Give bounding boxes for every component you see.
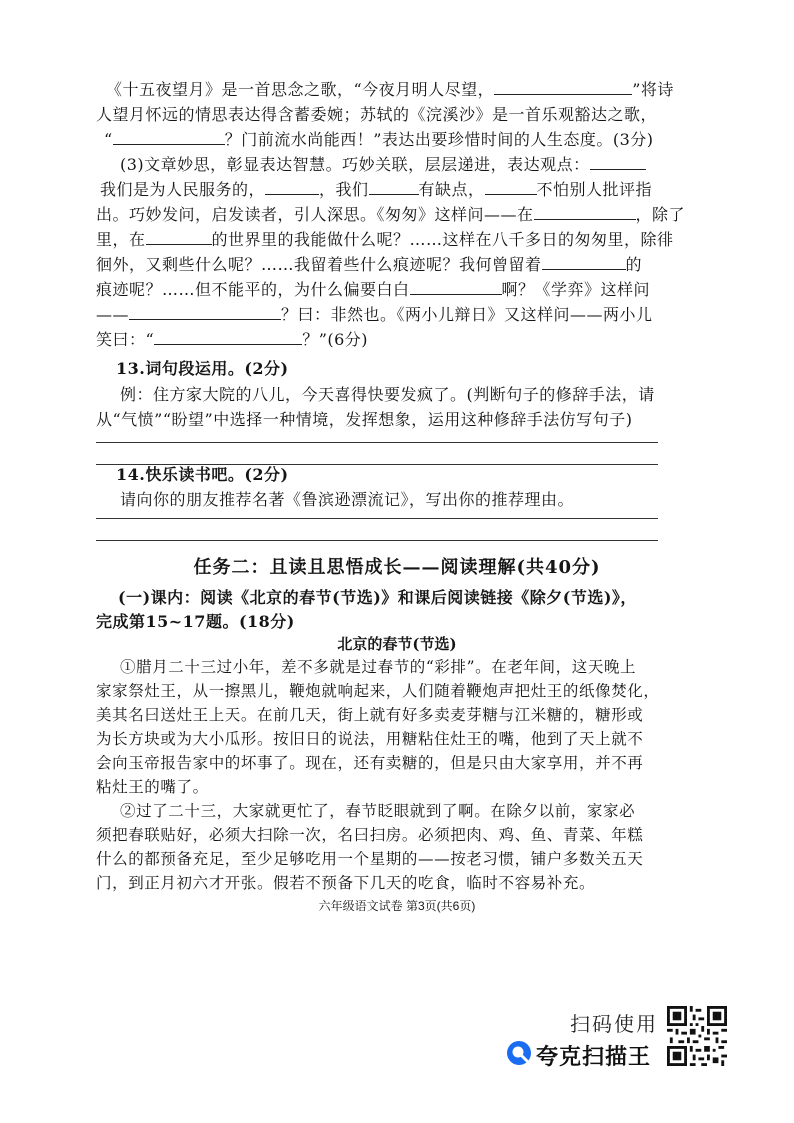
question-line	[96, 228, 674, 252]
article-line: 门，到正月初六才开张。假若不预备下几天的吃食，临时不容易补充。	[96, 874, 596, 892]
fill-blank[interactable]	[113, 128, 225, 145]
text-segment: 不怕别人批评指	[536, 180, 653, 199]
question-title: 13.词句段运用。(2分)	[116, 359, 289, 378]
article-title: 北京的春节(节选)	[337, 635, 457, 653]
text-segment: 《十五夜望月》是一首思念之歌，“今夜月明人尽望，	[106, 80, 495, 99]
article-line: 为长方块或为大小瓜形。按旧日的说法，用糖粘住灶王的嘴，他到了天上就不	[96, 730, 644, 748]
article-line: 须把春联贴好，必须大扫除一次，名曰扫房。必须把肉、鸡、鱼、青菜、年糕	[96, 826, 644, 844]
text-segment: 的	[625, 255, 643, 274]
subsection-instruction: (一)课内：阅读《北京的春节(节选)》和课后阅读链接《除夕(节选)》，	[118, 588, 637, 607]
answer-line[interactable]	[96, 442, 658, 443]
subsection-instruction: 完成第15~17题。(18分)	[96, 612, 295, 631]
fill-blank[interactable]	[369, 178, 419, 195]
qr-code-icon[interactable]	[667, 1006, 727, 1066]
text-segment: 里，在	[96, 230, 146, 249]
question-title: 14.快乐读书吧。(2分)	[116, 465, 289, 484]
fill-blank[interactable]	[542, 253, 626, 270]
question-line	[120, 153, 646, 177]
text-segment: ？”(6分)	[302, 330, 369, 349]
article-line: 家家祭灶王，从一擦黑儿，鞭炮就响起来，人们随着鞭炮声把灶王的纸像焚化，	[96, 682, 660, 700]
fill-blank[interactable]	[265, 178, 319, 195]
scanner-app-name: 夸克扫描王	[536, 1044, 652, 1069]
text-segment: 啊？《学弈》这样问	[501, 280, 651, 299]
text-segment: 的世界里的我能做什么呢？……这样在八千多日的匆匆里，除徘	[211, 230, 674, 249]
text-segment: “	[104, 130, 113, 149]
text-segment: ？曰：非然也。《两小儿辩日》又这样问——两小儿	[281, 305, 653, 324]
fill-blank[interactable]	[485, 178, 537, 195]
scanner-logo-icon	[506, 1040, 532, 1066]
answer-line[interactable]	[96, 540, 658, 541]
question-line	[96, 328, 368, 352]
article-line: 美其名曰送灶王上天。在前几天，街上就有好多卖麦芽糖与江米糖的，糖形或	[96, 706, 644, 724]
fill-blank[interactable]	[494, 78, 632, 95]
text-segment: ——	[96, 305, 129, 324]
fill-blank[interactable]	[590, 153, 646, 170]
fill-blank[interactable]	[154, 328, 302, 345]
text-segment: ”将诗	[632, 80, 674, 99]
text-segment: 痕迹呢？……但不能平的，为什么偏要白白	[96, 280, 410, 299]
article-line: 会向玉帝报告家中的坏事了。现在，还有卖糖的，但是只由大家享用，并不再	[96, 754, 644, 772]
fill-blank[interactable]	[129, 303, 281, 320]
fill-blank[interactable]	[410, 278, 502, 295]
section-heading: 任务二：且读且思悟成长——阅读理解(共40分)	[193, 557, 601, 578]
text-segment: ？门前流水尚能西！”表达出要珍惜时间的人生态度。(3分)	[224, 130, 654, 149]
article-line: ②过了二十三，大家就更忙了，春节眨眼就到了啊。在除夕以前，家家必	[120, 802, 636, 820]
fill-blank[interactable]	[534, 203, 636, 220]
text-segment: 我们是为人民服务的，	[100, 180, 266, 199]
question-line	[96, 278, 650, 302]
question-text: 例：住方家大院的八儿，今天喜得快要发疯了。(判断句子的修辞手法，请	[120, 385, 655, 404]
article-line: 什么的都预备充足，至少足够吃用一个星期的——按老习惯，铺户多数关五天	[96, 850, 644, 868]
text-segment: 有缺点，	[418, 180, 485, 199]
text-segment: ，我们	[319, 180, 369, 199]
text-segment: 笑曰：“	[96, 330, 155, 349]
question-line	[96, 253, 642, 277]
question-text: 请向你的朋友推荐名著《鲁滨逊漂流记》，写出你的推荐理由。	[120, 490, 575, 509]
article-line: 粘灶王的嘴了。	[96, 778, 209, 796]
question-text: 从“气愤”“盼望”中选择一种情境，发挥想象，运用这种修辞手法仿写句子)	[96, 410, 633, 429]
text-segment: 徊外，又剩些什么呢？……我留着些什么痕迹呢？我何曾留着	[96, 255, 542, 274]
text-segment: ，除了	[635, 205, 686, 224]
question-line	[96, 203, 685, 227]
text-segment: (3)文章妙思，彰显表达智慧。巧妙关联，层层递进，表达观点：	[120, 155, 590, 174]
fill-blank[interactable]	[146, 228, 212, 245]
question-line: 人望月怀远的情思表达得含蓄委婉；苏轼的《浣溪沙》是一首乐观豁达之歌，	[96, 105, 658, 124]
question-line	[106, 78, 674, 102]
scan-label: 扫码使用	[570, 1014, 658, 1036]
page-footer: 六年级语文试卷 第3页(共6页)	[318, 899, 476, 913]
article-line: ①腊月二十三过小年，差不多就是过春节的“彩排”。在老年间，这天晚上	[120, 658, 637, 676]
text-segment: 出。巧妙发问，启发读者，引人深思。《匆匆》这样问——在	[96, 205, 534, 224]
question-line	[104, 128, 654, 152]
question-line	[100, 178, 652, 202]
question-line	[96, 303, 653, 327]
answer-line[interactable]	[96, 518, 658, 519]
